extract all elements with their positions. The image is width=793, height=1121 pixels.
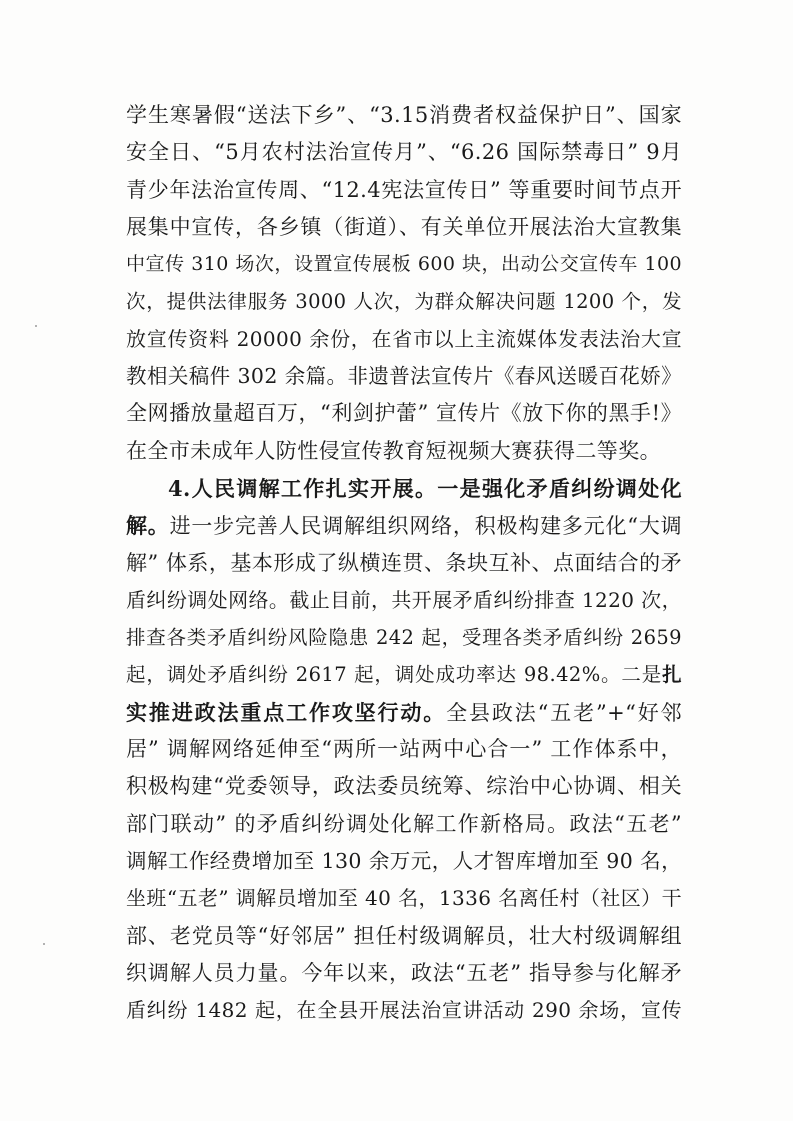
text-line: 坐班“五老” 调解员增加至 40 名，1336 名离任村（社区）干 [126, 886, 682, 911]
text-line: 全网播放量超百万，“利剑护蕾” 宣传片《放下你的黑手!》 [126, 401, 682, 426]
text-line: 居” 调解网络延伸至“两所一站两中心合一” 工作体系中， [126, 737, 682, 762]
scan-speck [43, 943, 45, 945]
text-line: 放宣传资料 20000 余份，在省市以上主流媒体发表法治大宣 [126, 326, 682, 351]
text-line: 积极构建“党委领导，政法委员统筹、综治中心协调、相关 [126, 774, 682, 799]
text-line: 次，提供法律服务 3000 人次，为群众解决问题 1200 个，发 [126, 290, 682, 314]
plain-text: 进一步完善人民调解组织网络，积极构建多元化“大调 [169, 514, 682, 539]
bold-text: 扎 [662, 663, 682, 687]
text-line: 部、老党员等“好邻居” 担任村级调解员，壮大村级调解组 [126, 923, 682, 948]
text-line: 调解工作经费增加至 130 余万元，人才智库增加至 90 名， [126, 848, 682, 873]
text-line: 盾纠纷 1482 起，在全县开展法治宣讲活动 290 余场，宣传 [126, 998, 682, 1023]
text-line: 中宣传 310 场次，设置宣传展板 600 块，出动公交宣传车 100 [126, 253, 682, 276]
bold-text: 实推进政法重点工作攻坚行动。 [126, 699, 447, 725]
text-line: 安全日、“5月农村法治宣传月”、“6.26 国际禁毒日” 9月 [126, 140, 682, 165]
text-line: 展集中宣传，各乡镇（街道）、有关单位开展法治大宣教集 [126, 214, 682, 239]
text-line: 教相关稿件 302 余篇。非遗普法宣传片《春风送暖百花娇》 [126, 364, 682, 389]
text-line: 解” 体系，基本形成了纵横连贯、条块互补、点面结合的矛 [126, 550, 682, 575]
text-line [126, 656, 682, 693]
text-line: 学生寒暑假“送法下乡”、“3.15消费者权益保护日”、国家 [126, 103, 682, 127]
text-line: 在全市未成年人防性侵宣传教育短视频大赛获得二等奖。 [126, 438, 661, 463]
text-line: 盾纠纷调处网络。截止目前，共开展矛盾纠纷排查 1220 次， [126, 587, 682, 612]
plain-text: 起，调处矛盾纠纷 2617 起，调处成功率达 98.42%。二是 [126, 663, 663, 687]
section-heading-line: 4.人民调解工作扎实开展。一是强化矛盾纠纷调处化 [168, 475, 682, 501]
bold-text: 解。 [126, 513, 170, 539]
text-line [126, 507, 682, 544]
text-line: 部门联动” 的矛盾纠纷调处化解工作新格局。政法“五老” [126, 811, 682, 836]
scan-speck [35, 325, 37, 327]
plain-text: 全县政法“五老”+“好邻 [446, 700, 682, 725]
text-line [126, 694, 682, 731]
text-line: 青少年法治宣传周、“12.4宪法宣传日” 等重要时间节点开 [126, 177, 682, 202]
text-line: 排查各类矛盾纠纷风险隐患 242 起，受理各类矛盾纠纷 2659 [126, 626, 682, 650]
document-body [126, 97, 682, 1029]
text-line: 织调解人员力量。今年以来，政法“五老” 指导参与化解矛 [126, 960, 682, 985]
